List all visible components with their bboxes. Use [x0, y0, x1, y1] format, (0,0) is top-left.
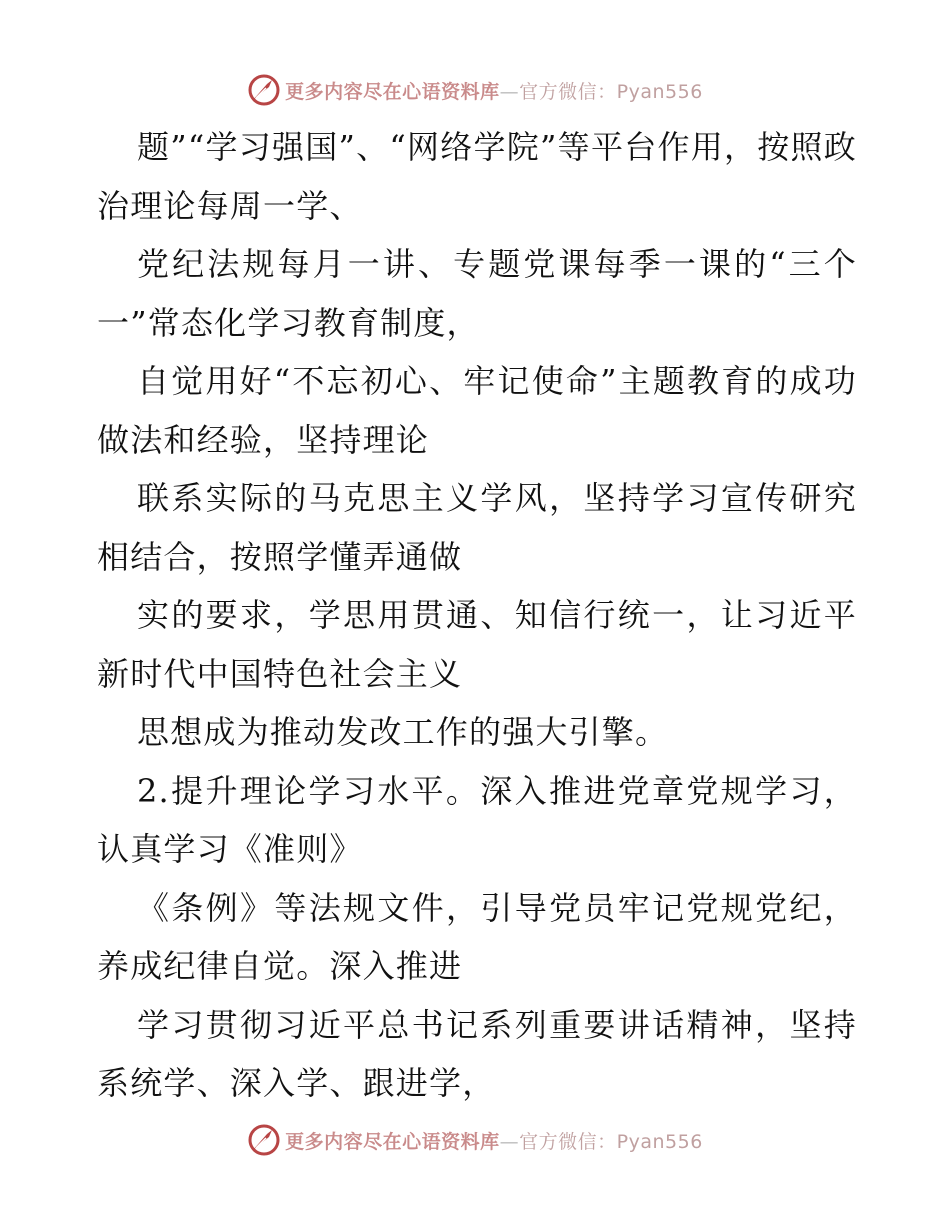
paragraph: 题”“学习强国”、“网络学院”等平台作用，按照政治理论每周一学、	[97, 128, 857, 225]
paragraph: 思想成为推动发改工作的强大引擎。	[137, 713, 669, 751]
document-body	[97, 118, 857, 1113]
watermark-contact: 官方微信：Pyan556	[519, 1130, 703, 1153]
paragraph: 2.提升理论学习水平。深入推进党章党规学习，认真学习《准则》	[97, 771, 857, 868]
watermark-main: 更多内容尽在心语资料库	[285, 1130, 500, 1153]
watermark-separator: —	[499, 1130, 520, 1153]
footer-watermark	[0, 1120, 950, 1160]
paragraph: 实的要求，学思用贯通、知信行统一，让习近平新时代中国特色社会主义	[97, 596, 857, 693]
paragraph: 联系实际的马克思主义学风，坚持学习宣传研究相结合，按照学懂弄通做	[97, 479, 857, 576]
paragraph: 学习贯彻习近平总书记系列重要讲话精神，坚持系统学、深入学、跟进学，	[97, 1005, 857, 1102]
watermark-separator: —	[499, 80, 520, 103]
quill-logo-icon	[247, 73, 281, 107]
paragraph: 党纪法规每月一讲、专题党课每季一课的“三个一”常态化学习教育制度，	[97, 245, 857, 342]
paragraph: 《条例》等法规文件，引导党员牢记党规党纪，养成纪律自觉。深入推进	[97, 888, 857, 985]
watermark-text	[285, 1127, 703, 1154]
header-watermark	[0, 70, 950, 110]
watermark-text	[285, 77, 703, 104]
quill-logo-icon	[247, 1123, 281, 1157]
watermark-main: 更多内容尽在心语资料库	[285, 80, 500, 103]
watermark-contact: 官方微信：Pyan556	[519, 80, 703, 103]
paragraph: 自觉用好“不忘初心、牢记使命”主题教育的成功做法和经验，坚持理论	[97, 362, 857, 459]
